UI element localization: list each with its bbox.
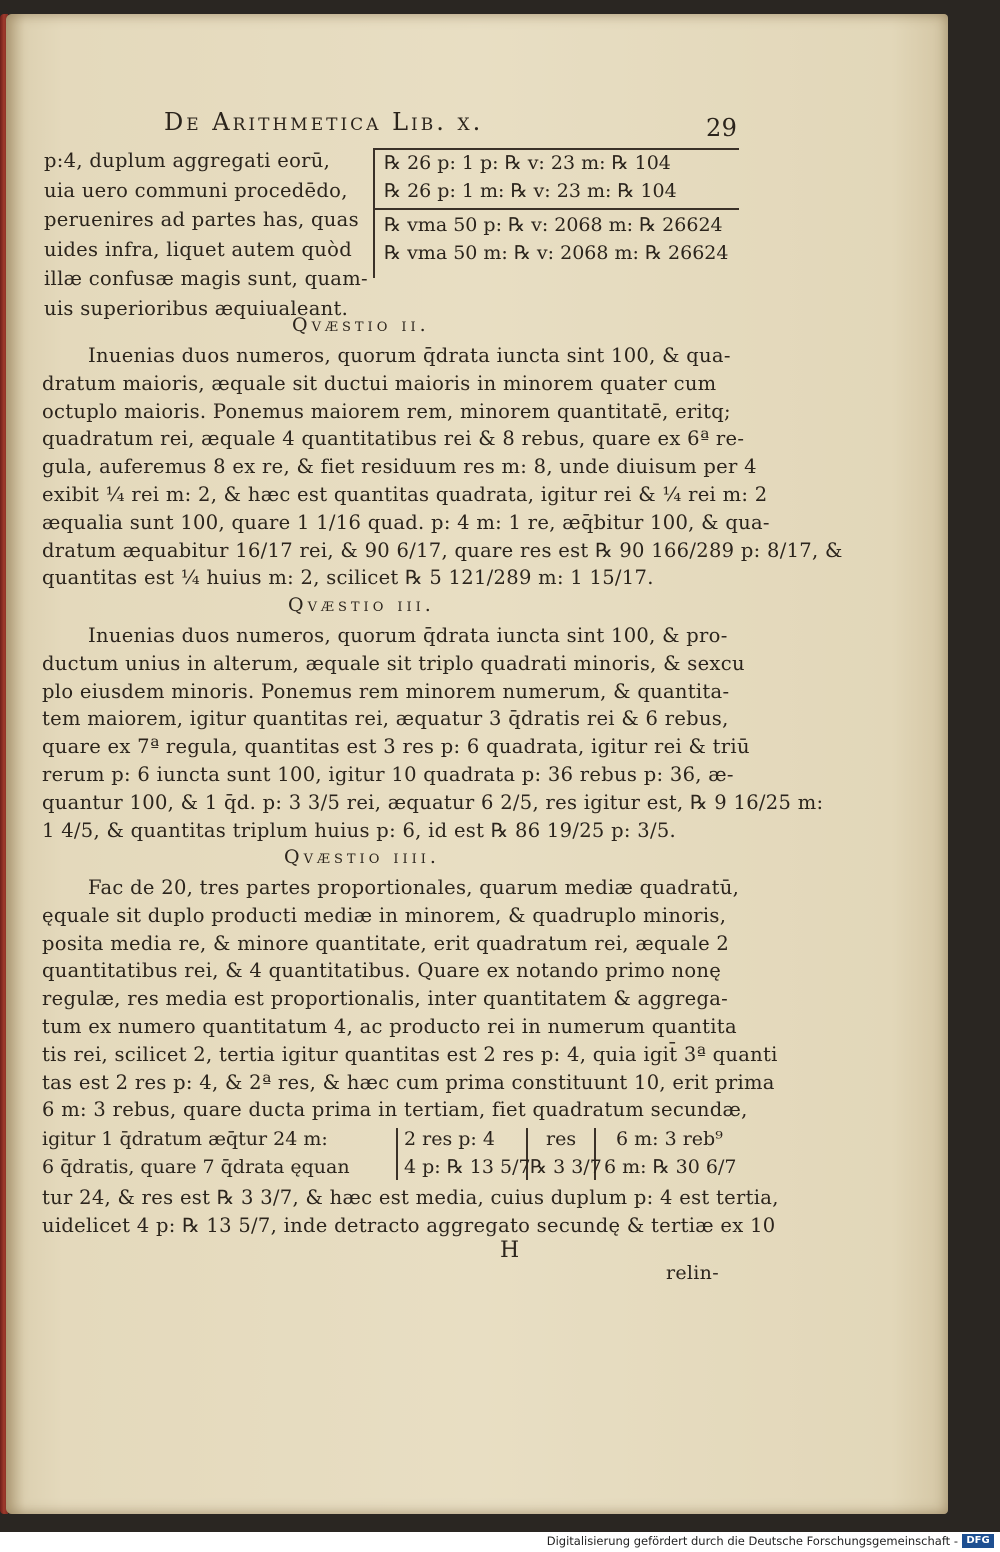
text-line: Inuenias duos numeros, quorum q̄drata iuncta sint 100, & pro- xyxy=(88,624,728,647)
text-line: quantitas est ¼ huius m: 2, scilicet ℞ 5 121/289 m: 1 15/17. xyxy=(42,566,654,590)
text-line: ęquale sit duplo producti mediæ in minorem, & quadruplo minoris, xyxy=(42,903,727,927)
left-line: uia uero communi procedēdo, xyxy=(44,178,348,202)
left-line: uis superioribus æquiualeant. xyxy=(44,296,349,320)
dfg-logo: DFG xyxy=(962,1534,994,1548)
table-cell: ℞ 3 3/7 xyxy=(530,1156,602,1178)
left-line: peruenires ad partes has, quas xyxy=(44,208,359,232)
text-line: tum ex numero quantitatum 4, ac producto rei in numerum quantita xyxy=(42,1014,737,1038)
text-line: quare ex 7ª regula, quantitas est 3 res p: 6 quadrata, igitur rei & triū xyxy=(42,735,750,759)
formula-line: ℞ vma 50 p: ℞ v: 2068 m: ℞ 26624 xyxy=(384,214,723,236)
left-line: illæ confusæ magis sunt, quam- xyxy=(44,267,368,291)
text-line: Fac de 20, tres partes proportionales, quarum mediæ quadratū, xyxy=(88,876,740,899)
signature-mark: H xyxy=(500,1238,520,1263)
footer-credit: Digitalisierung gefördert durch die Deutsche Forschungsgemeinschaft - xyxy=(546,1534,958,1548)
split-line-left: 6 q̄dratis, quare 7 q̄drata ęquan xyxy=(42,1156,350,1178)
table-cell: 2 res p: 4 xyxy=(404,1128,495,1150)
text-line: Inuenias duos numeros, quorum q̄drata iuncta sint 100, & qua- xyxy=(88,344,731,367)
formula-line: ℞ 26 p: 1 m: ℞ v: 23 m: ℞ 104 xyxy=(384,180,677,202)
quaestio-3-title: Qvæstio iii. xyxy=(288,594,435,616)
text-line: dratum æquabitur 16/17 rei, & 90 6/17, quare res est ℞ 90 166/289 p: 8/17, & xyxy=(42,538,843,562)
text-line: uidelicet 4 p: ℞ 13 5/7, inde detracto aggregato secundę & tertiæ ex 10 xyxy=(42,1213,776,1237)
text-line: tem maiorem, igitur quantitas rei, æquatur 3 q̄dratis rei & 6 rebus, xyxy=(42,707,729,731)
table-divider xyxy=(396,1128,398,1180)
quaestio-4-text xyxy=(42,874,778,1124)
text-line: exibit ¼ rei m: 2, & hæc est quantitas quadrata, igitur rei & ¼ rei m: 2 xyxy=(42,482,768,506)
page-number: 29 xyxy=(706,114,738,142)
formula-line: ℞ 26 p: 1 p: ℞ v: 23 m: ℞ 104 xyxy=(384,152,671,174)
text-line: tur 24, & res est ℞ 3 3/7, & hæc est media, cuius duplum p: 4 est tertia, xyxy=(42,1186,779,1209)
quaestio-2-title: Qvæstio ii. xyxy=(292,314,430,336)
running-head-title: De Arithmetica Lib. x. xyxy=(164,108,484,136)
left-line: uides infra, liquet autem quòd xyxy=(44,237,352,261)
text-line: octuplo maioris. Ponemus maiorem rem, minorem quantitatē, eritq; xyxy=(42,399,731,423)
text-line: dratum maioris, æquale sit ductui maioris in minorem quater cum xyxy=(42,371,717,395)
text-line: quantur 100, & 1 q̄d. p: 3 3/5 rei, æquatur 6 2/5, res igitur est, ℞ 9 16/25 m: xyxy=(42,790,824,814)
table-cell: 6 m: ℞ 30 6/7 xyxy=(604,1156,737,1178)
split-line-left: igitur 1 q̄dratum æq̄tur 24 m: xyxy=(42,1128,328,1150)
text-line: quadratum rei, æquale 4 quantitatibus rei & 8 rebus, quare ex 6ª re- xyxy=(42,427,745,451)
text-line: quantitatibus rei, & 4 quantitatibus. Quare ex notando primo nonę xyxy=(42,959,722,983)
text-line: posita media re, & minore quantitate, erit quadratum rei, æquale 2 xyxy=(42,931,730,955)
formula-box-middle-rule xyxy=(373,208,739,210)
text-line: plo eiusdem minoris. Ponemus rem minorem numerum, & quantita- xyxy=(42,679,730,703)
text-line: 6 m: 3 rebus, quare ducta prima in tertiam, fiet quadratum secundæ, xyxy=(42,1098,748,1122)
left-column-text xyxy=(44,146,376,324)
text-line: gula, auferemus 8 ex re, & fiet residuum res m: 8, unde diuisum per 4 xyxy=(42,455,757,479)
table-cell: 6 m: 3 reb⁹ xyxy=(616,1128,723,1150)
formula-line: ℞ vma 50 m: ℞ v: 2068 m: ℞ 26624 xyxy=(384,242,729,264)
quaestio-2-text xyxy=(42,342,843,592)
catchword: relin- xyxy=(666,1262,719,1284)
formula-box-top-rule xyxy=(373,148,739,150)
quaestio-4-tail xyxy=(42,1184,779,1240)
table-cell: 4 p: ℞ 13 5/7 xyxy=(404,1156,531,1178)
text-line: tis rei, scilicet 2, tertia igitur quantitas est 2 res p: 4, quia igit̄ 3ª quanti xyxy=(42,1042,778,1066)
quaestio-3-text xyxy=(42,622,824,844)
text-line: ductum unius in alterum, æquale sit triplo quadrati minoris, & sexcu xyxy=(42,651,745,675)
text-line: regulæ, res media est proportionalis, inter quantitatem & aggrega- xyxy=(42,987,729,1011)
text-line: 1 4/5, & quantitas triplum huius p: 6, id est ℞ 86 19/25 p: 3/5. xyxy=(42,818,677,842)
text-line: tas est 2 res p: 4, & 2ª res, & hæc cum prima constituunt 10, erit prima xyxy=(42,1070,775,1094)
left-line: p:4, duplum aggregati eorū, xyxy=(44,149,331,172)
table-cell: res xyxy=(546,1128,577,1150)
quaestio-4-title: Qvæstio iiii. xyxy=(284,846,440,868)
text-line: rerum p: 6 iuncta sunt 100, igitur 10 quadrata p: 36 rebus p: 36, æ- xyxy=(42,762,734,786)
text-line: æqualia sunt 100, quare 1 1/16 quad. p: 4 m: 1 re, æq̄bitur 100, & qua- xyxy=(42,510,770,534)
